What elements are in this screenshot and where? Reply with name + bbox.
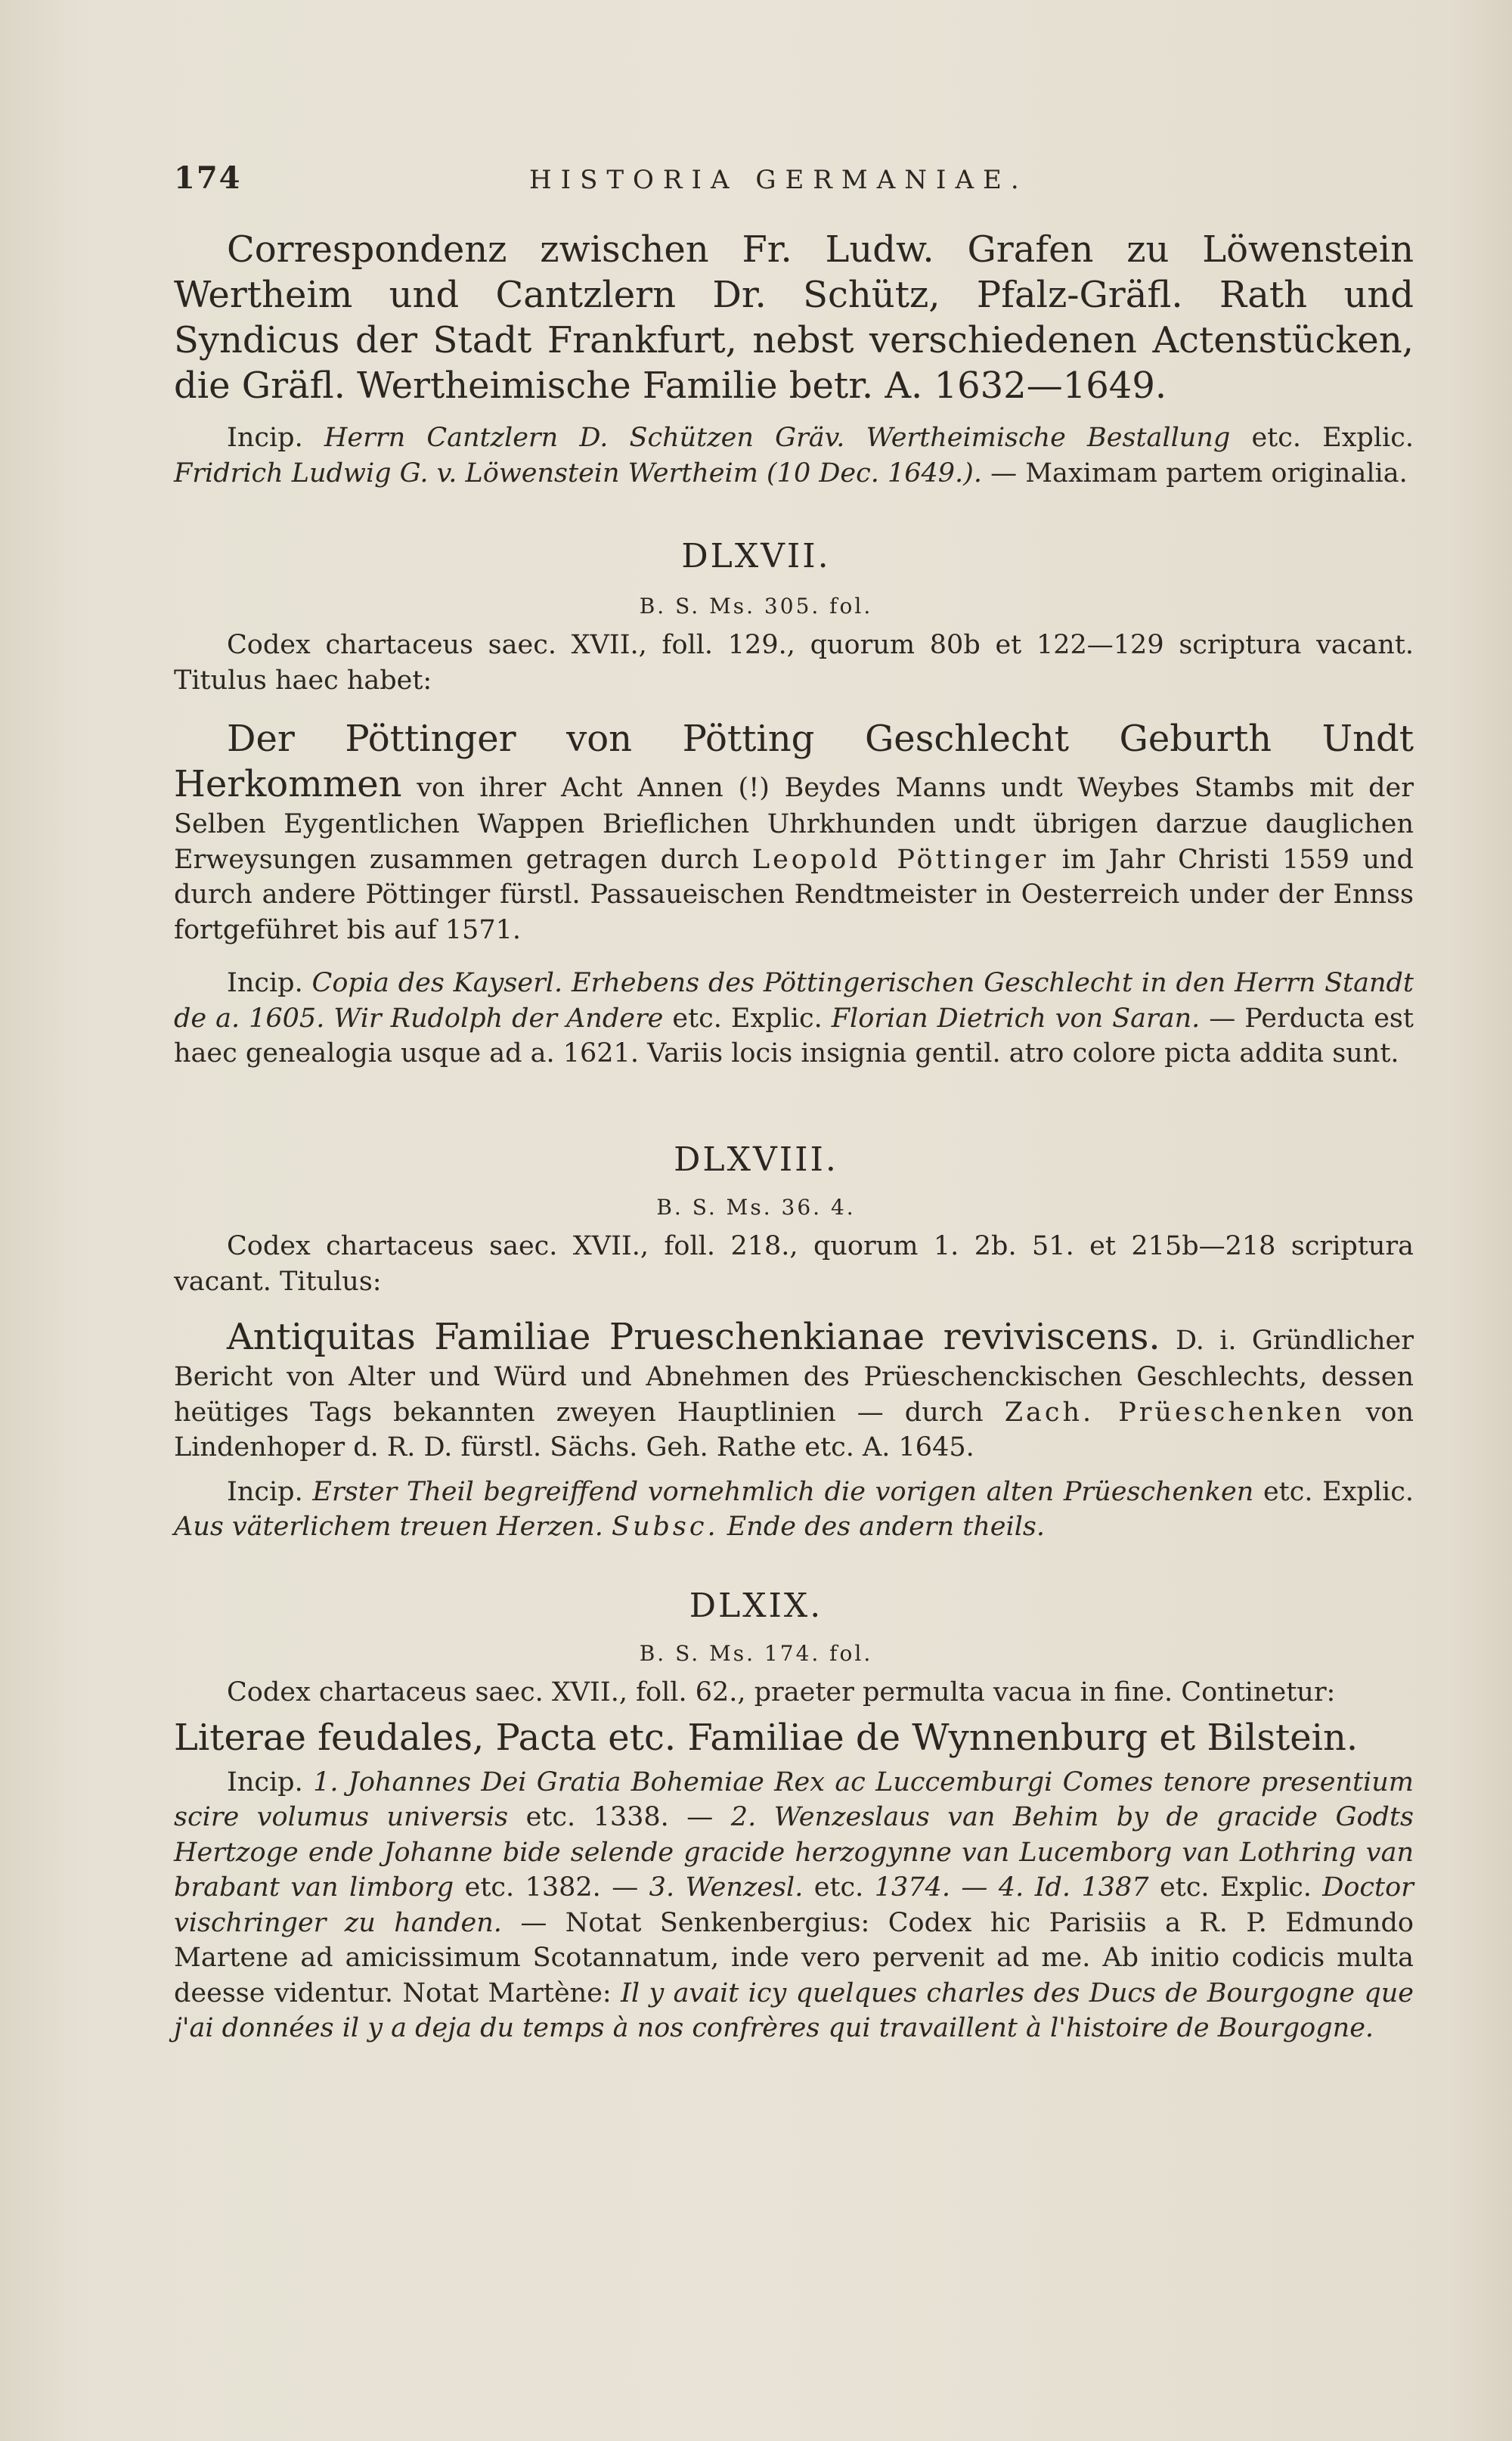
entry-569-description: Codex chartaceus saec. XVII., foll. 62., praeter permulta vacua in fine. Continetur: [227,1677,1336,1707]
entry-569-incipit [174,1765,1414,2046]
entry-569-numeral: DLXIX. [689,1586,823,1625]
entry-567-title-name: Leopold Pöttinger [751,844,1049,875]
explic-end: Ende des andern theils. [727,1512,1045,1543]
incip-etc: etc. Explic. [1251,423,1414,453]
incip-text-4: 1374. — 4. Id. 1387 [874,1872,1149,1903]
entry-intro-closing: — Maximam partem originalia. [990,457,1408,489]
running-title: HISTORIA GERMANIAE. [529,165,1028,195]
entry-intro-incipit [174,420,1414,491]
explic-text: Doctor vischringer zu handen. [174,1872,1414,1938]
page-header [174,160,1406,206]
entry-intro-text: Correspondenz zwischen Fr. Ludw. Grafen zu Löwenstein Wertheim und Cantzlern Dr. Schütz, Pfalz-Gräfl. Rath und Syndicus der Stadt Frankfurt, nebst verschiedenen Actenstücken, die Gräfl. Wertheimische Familie betr. A. 1632—1649. [174,228,1414,407]
incip-text: Copia des Kayserl. Erhebens des Pöttingerischen Geschlecht in den Herrn Standt de a. 1605. Wir Rudolph der Andere [174,968,1414,1034]
explic-text: Aus väterlichem treuen Herzen. [174,1512,603,1543]
incip-label: Incip. [227,423,303,453]
explic-subsc: Subsc. [611,1512,719,1543]
incip-text: Herrn Cantzlern D. Schützen Gräv. Wertheimische Bestallung [324,423,1231,453]
entry-568-numeral: DLXVIII. [674,1140,838,1179]
entry-569 [174,1675,1414,2046]
incip-text: Erster Theil begreiffend vornehmlich die vorigen alten Prüeschenken [312,1476,1254,1507]
incip-etc: etc. Explic. [1160,1872,1312,1903]
entry-568-signature: B. S. Ms. 36. 4. [656,1195,856,1220]
incip-label: Incip. [227,1476,303,1507]
incip-text-2: 2. Wenzeslaus van Behim by de gracide Godts Hertzoge ende Johanne bide selende gracide herzogynne van Lucemborg van Lothring van brabant van limborg [174,1802,1414,1903]
entry-568-title-end: von Lindenhoper d. R. D. fürstl. Sächs. Geh. Rathe etc. A. 1645. [174,1397,1414,1463]
entry-567-numeral: DLXVII. [681,537,831,575]
entry-568 [174,1229,1414,1545]
incip-label: Incip. [227,968,303,999]
entry-569-signature: B. S. Ms. 174. fol. [639,1641,873,1666]
explic-text: Florian Dietrich von Saran. [831,1003,1201,1034]
incip-mid-2: etc. 1382. — [464,1872,639,1903]
incip-text: 1. Johannes Dei Gratia Bohemiae Rex ac Luccemburgi Comes tenore presentium scire volumus universis [174,1766,1414,1833]
page-number: 174 [174,160,242,196]
incip-etc: etc. Explic. [672,1003,823,1034]
incip-etc: etc. Explic. [1263,1476,1414,1507]
entry-567-signature: B. S. Ms. 305. fol. [639,594,873,619]
entry-intro-description [174,227,1414,408]
entry-567-closing: — Perducta est haec genealogia usque ad a. 1621. Variis locis insignia gentil. atro colore picta addita sunt. [174,1003,1414,1069]
entry-567-title-end: im Jahr Christi 1559 und durch andere Pöttinger fürstl. Passaueischen Rendtmeister in Oesterreich under der Ennss fortgeführet bis auf 1571. [174,844,1414,945]
entry-567 [174,628,1414,1072]
entry-568-description: Codex chartaceus saec. XVII., foll. 218., quorum 1. 2b. 51. et 215b—218 scriptura vacant. Titulus: [174,1231,1414,1297]
entry-568-title-lead: Antiquitas Familiae Prueschenkianae reviviscens. [227,1316,1160,1359]
entry-568-title-rest: D. i. Gründlicher Bericht von Alter und Würd und Abnehmen des Prüeschenckischen Geschlechts, dessen heütiges Tags bekannten zweyen Hauptlinien — durch [174,1326,1414,1428]
entry-567-title-rest: von ihrer Acht Annen (!) Beydes Manns undt Weybes Stambs mit der Selben Eygentlichen Wappen Brieflichen Uhrkhunden undt übrigen darzue dauglichen Erweysungen zusammen getragen durch [174,773,1414,875]
explic-text: Fridrich Ludwig G. v. Löwenstein Wertheim (10 Dec. 1649.). [174,457,982,489]
entry-569-title-lead: Literae feudales, Pacta etc. Familiae de Wynnenburg et Bilstein. [174,1716,1359,1759]
entry-intro [174,227,1414,491]
entry-567-description: Codex chartaceus saec. XVII., foll. 129., quorum 80b et 122—129 scriptura vacant. Titulus haec habet: [174,630,1414,696]
entry-568-incipit [174,1475,1414,1545]
entry-568-title-name: Zach. Prüeschenken [1004,1397,1345,1428]
entry-568-title [174,1314,1414,1466]
entry-569-title [174,1715,1414,1760]
entry-567-title-lead: Der Pöttinger von Pötting Geschlecht Geburth Undt Herkommen [174,718,1414,806]
entry-569-note-quote: Il y avait icy quelques charles des Ducs de Bourgogne que j'ai données il y a deja du temps à nos confrères qui travaillent à l'histoire de Bourgogne. [174,1977,1414,2044]
entry-569-note: — Notat Senkenbergius: Codex hic Parisiis a R. P. Edmundo Martene ad amicissimum Scotannatum, inde vero pervenit ad me. Ab initio codicis multa deesse videntur. Notat Martène: [174,1907,1414,2008]
entry-567-title [174,716,1414,948]
entry-567-incipit [174,966,1414,1072]
incip-mid: etc. 1338. — [525,1802,714,1833]
incip-text-3: 3. Wenzesl. [649,1872,804,1903]
incip-mid-3: etc. [813,1872,864,1903]
incip-label: Incip. [227,1766,303,1797]
